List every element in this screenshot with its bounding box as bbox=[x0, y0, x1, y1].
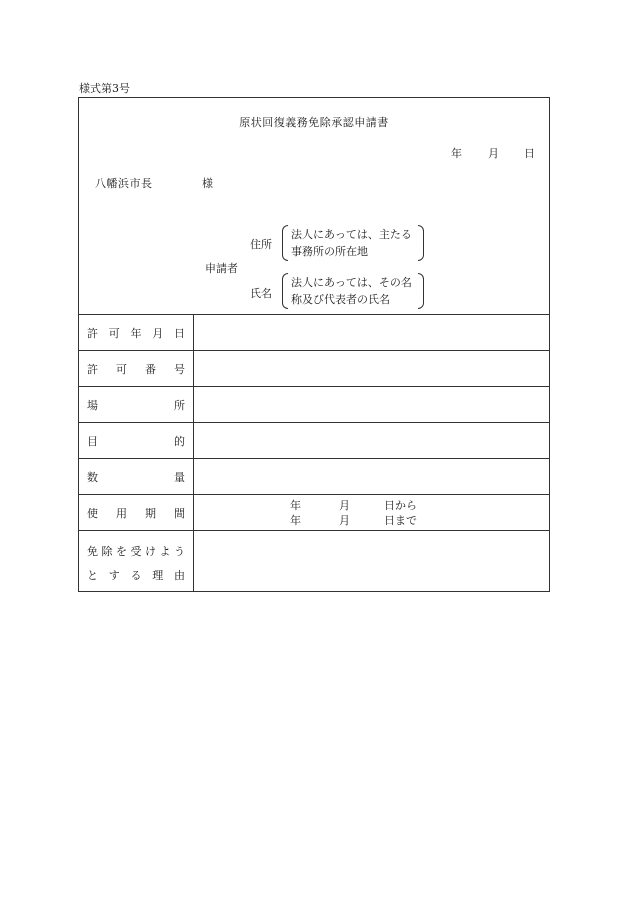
row-quantity bbox=[79, 459, 549, 495]
period-end-year: 年 bbox=[290, 514, 301, 527]
application-form bbox=[78, 97, 550, 592]
period-start-day: 日から bbox=[384, 499, 417, 512]
addressee-suffix: 様 bbox=[202, 177, 213, 190]
reason-value[interactable] bbox=[195, 531, 549, 591]
row-purpose bbox=[79, 423, 549, 459]
permit-date-label: 許 可 年 月 日 bbox=[87, 327, 185, 340]
address-label: 住所 bbox=[250, 238, 272, 251]
date-year-label: 年 bbox=[451, 147, 462, 160]
name-label: 氏名 bbox=[250, 287, 272, 300]
permit-date-value[interactable] bbox=[195, 315, 549, 350]
name-note-line1: 法人にあっては、その名 bbox=[291, 276, 412, 289]
addressee-name: 八幡浜市長 bbox=[95, 177, 153, 190]
address-note-line2: 事務所の所在地 bbox=[291, 245, 368, 258]
reason-label-line2: と す る 理 由 bbox=[87, 569, 185, 582]
row-usage-period bbox=[79, 495, 549, 531]
form-number: 様式第3号 bbox=[79, 82, 130, 95]
address-note-line1: 法人にあっては、主たる bbox=[291, 228, 412, 241]
row-location bbox=[79, 387, 549, 423]
period-start-year: 年 bbox=[290, 499, 301, 512]
quantity-value[interactable] bbox=[195, 459, 549, 494]
row-reason bbox=[79, 531, 549, 591]
date-month-label: 月 bbox=[488, 147, 499, 160]
quantity-label: 数 量 bbox=[87, 471, 185, 484]
period-end-month: 月 bbox=[339, 514, 350, 527]
usage-period-value[interactable] bbox=[195, 495, 549, 530]
date-day-label: 日 bbox=[524, 147, 535, 160]
permit-number-label: 許 可 番 号 bbox=[87, 363, 185, 376]
address-note-bracket bbox=[282, 225, 424, 261]
permit-number-value[interactable] bbox=[195, 351, 549, 386]
usage-period-label: 使 用 期 間 bbox=[87, 507, 185, 520]
row-permit-date bbox=[79, 315, 549, 351]
row-permit-number bbox=[79, 351, 549, 387]
period-start-month: 月 bbox=[339, 499, 350, 512]
name-note-bracket bbox=[282, 273, 424, 309]
applicant-label: 申請者 bbox=[205, 262, 238, 275]
name-note-line2: 称及び代表者の氏名 bbox=[291, 293, 390, 306]
purpose-value[interactable] bbox=[195, 423, 549, 458]
reason-label-line1: 免 除 を 受 け よ う bbox=[87, 545, 185, 558]
location-value[interactable] bbox=[195, 387, 549, 422]
purpose-label: 目 的 bbox=[87, 435, 185, 448]
period-end-day: 日まで bbox=[384, 514, 417, 527]
location-label: 場 所 bbox=[87, 399, 185, 412]
form-title: 原状回復義務免除承認申請書 bbox=[239, 116, 389, 129]
form-header bbox=[79, 98, 549, 315]
